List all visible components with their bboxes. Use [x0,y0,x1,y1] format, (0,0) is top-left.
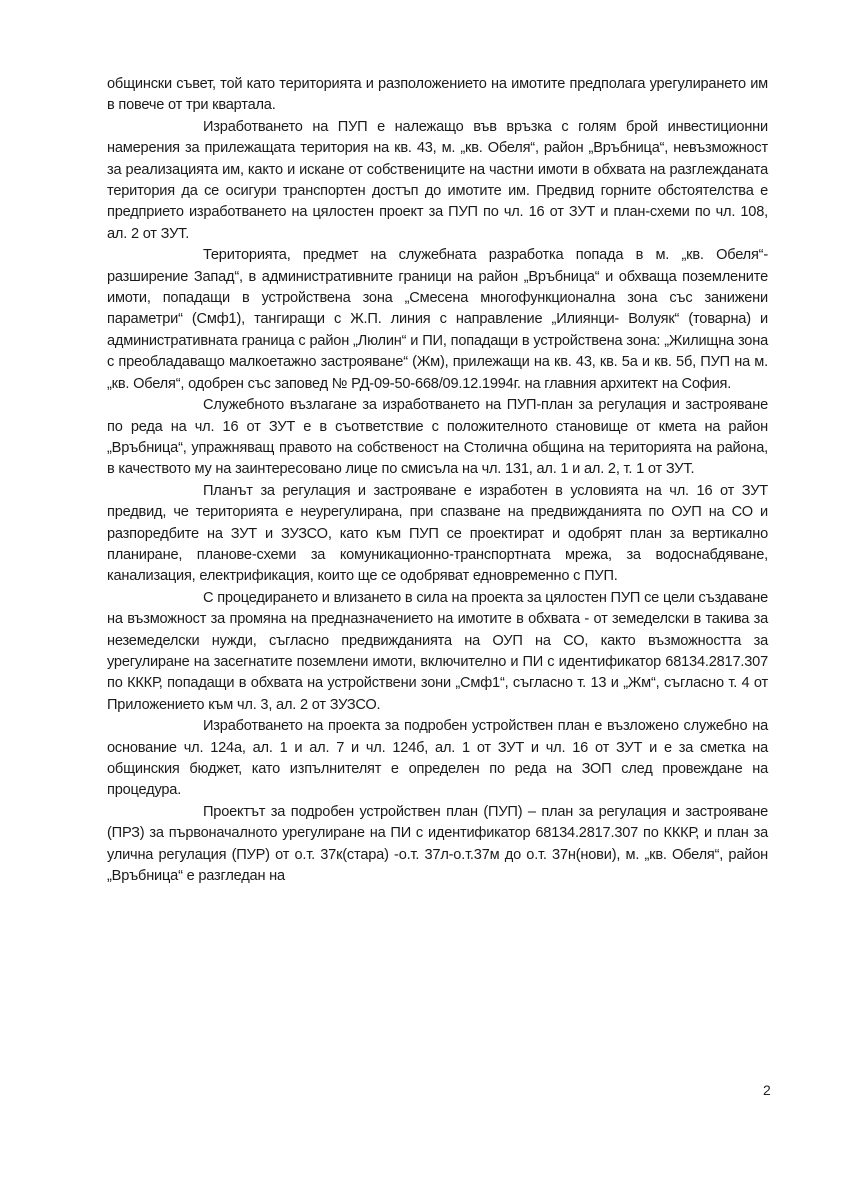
paragraph-continuation: общински съвет, той като територията и разположението на имотите предполага урегулирането им в повече от три квартала. [107,76,768,114]
paragraph-funding: Изработването на проекта за подробен устройствен план е възложено служебно на основание чл. 124а, ал. 1 и ал. 7 и чл. 124б, ал. 1 от ЗУТ и чл. 16 от ЗУТ и е за сметка на общинския бюджет, като изпълнителят е определен по реда на ЗОП след провеждане на процедура. [107,718,768,799]
paragraph-plan-conditions: Планът за регулация и застрояване е изработен в условията на чл. 16 от ЗУТ предвид, че територията е неурегулирана, при спазване на предвижданията по ОУП на СО и разпоредбите на ЗУТ и ЗУЗСО, като към ПУП се проектират и одобрят план за вертикално планиране, планове-схеми за комуникационно-транспортната мрежа, за водоснабдяване, канализация, електрификация, които ще се одобряват едновременно с ПУП. [107,482,768,585]
paragraph-pup-necessity: Изработването на ПУП е належащо във връзка с голям брой инвестиционни намерения за прилежащата територия на кв. 43, м. „кв. Обеля“, район „Връбница“, невъзможност за реализацията им, както и искане от собствениците на частни имоти в обхвата на разглежданата територия да се осигури транспортен достъп до имотите им. Предвид горните обстоятелства е предприето изработването на цялостен проект за ПУП по чл. 16 от ЗУТ и план-схеми по чл. 108, ал. 2 от ЗУТ. [107,118,768,242]
paragraph-project-review: Проектът за подробен устройствен план (ПУП) – план за регулация и застрояване (ПРЗ) за първоначалното урегулиране на ПИ с идентификатор 68134.2817.307 по КККР, и план за улична регулация (ПУР) от о.т. 37к(стара) -о.т. 37л-о.т.37м до о.т. 37н(нови), м. „кв. Обеля“, район „Връбница“ е разгледан на [107,803,768,885]
paragraph-project-goals: С процедирането и влизането в сила на проекта за цялостен ПУП се цели създаване на възможност за промяна на предназначението на имотите в обхвата - от земеделски в такива за неземеделски нужди, съгласно предвижданията на ОУП на СО, както възможността за урегулиране на засегнатите поземлени имоти, включително и ПИ с идентификатор 68134.2817.307 по КККР, попадащи в обхвата на устройствени зони „Смф1“, съгласно т. 13 и „Жм“, съгласно т. 4 от Приложението към чл. 3, ал. 2 от ЗУЗСО. [107,589,768,713]
page-number: 2 [763,1082,771,1098]
document-body [107,74,768,887]
paragraph-territory: Територията, предмет на служебната разработка попада в м. „кв. Обеля“-разширение Запад“, в административните граници на район „Връбница“ и обхваща поземлените имоти, попадащи в устройствена зона „Смесена многофункционална зона със занижени параметри“ (Смф1), тангиращи с Ж.П. линия с направление „Илиянци- Волуяк“ (товарна) и административната граница с район „Люлин“ и ПИ, попадащи в устройствена зона: „Жилищна зона с преобладаващо малкоетажно застрояване“ (Жм), прилежащи на кв. 43, кв. 5а и кв. 5б, ПУП на м. „кв. Обеля“, одобрен със заповед № РД-09-50-668/09.12.1994г. на главния архитект на София. [107,247,768,392]
paragraph-assignment: Служебното възлагане за изработването на ПУП-план за регулация и застрояване по реда на чл. 16 от ЗУТ е в съответствие с положителното становище от кмета на район „Връбница“, упражняващ правото на собственост на Столична община на територията на района, в качеството му на заинтересовано лице по смисъла на чл. 131, ал. 1 и ал. 2, т. 1 от ЗУТ. [107,397,768,478]
